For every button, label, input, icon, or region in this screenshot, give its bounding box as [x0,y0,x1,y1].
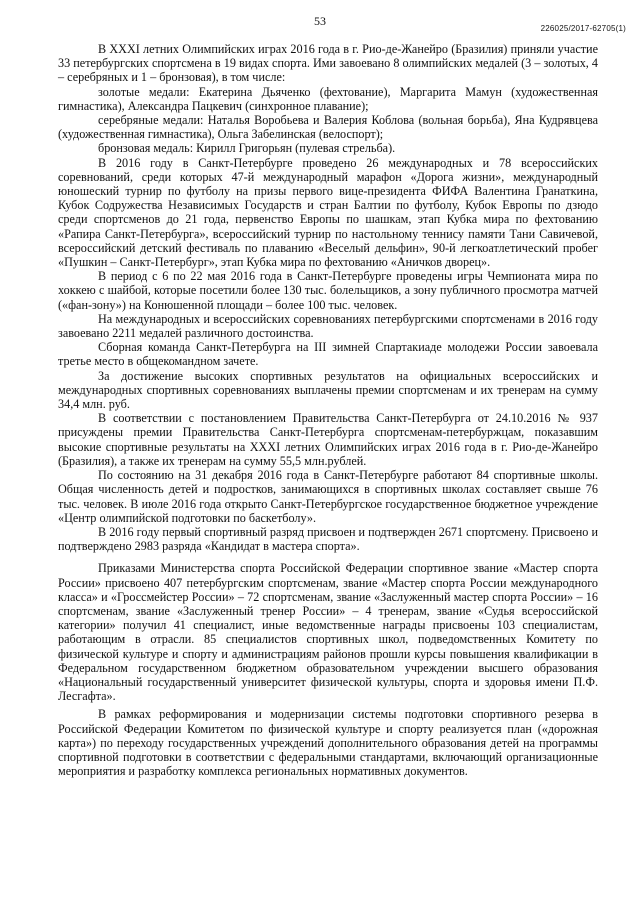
paragraph-medals-won: На международных и всероссийских соревнованиях петербургскими спортсменами в 2016 году завоевано 2211 медалей различного достоинства. [58,311,598,341]
paragraph-olympics-intro: В XXXI летних Олимпийских играх 2016 года в г. Рио-де-Жанейро (Бразилия) приняли участие 33 петербургских спортсмена в 19 видах спорта. Ими завоевано 8 олимпийских медалей (3 – золотых, 4 – серебряных и 1 – бронзовая), в том числе: [58,42,598,85]
paragraph-reform-plan: В рамках реформирования и модернизации системы подготовки спортивного резерва в Российской Федерации Комитетом по физической культуре и спорту реализуется план («дорожная карта») по переходу государственных учреждений дополнительного образования детей на программы спортивной подготовки в соответствии с федеральными стандартами, включающий организационные мероприятия и разработку комплекса региональных нормативных документов. [58,707,598,779]
page-number: 53 [314,14,326,28]
paragraph-titles-awarded: Приказами Министерства спорта Российской Федерации спортивное звание «Мастер спорта России» присвоено 407 петербургским спортсменам, звание «Мастер спорта России международного класса» и «Гроссмейстер России» – 72 спортсменам, звание «Заслуженный мастер спорта России» – 16 спортсменам, звание «Заслуженный тренер России» – 4 тренерам, звание «Судья всероссийской категории» получил 41 специалист, иные ведомственные награды присвоены 103 специалистам, работающим в отрасли. 85 специалистов спортивных школ, подведомственных Комитету по физической культуре и спорту и администрациям районов прошли курсы повышения квалификации в Федеральном государственном бюджетном образовательном учреждении высшего образования «Национальный государственный университет физической культуры, спорта и здоровья имени П.Ф. Лесгафта». [58,561,598,704]
paragraph-bronze-medal: бронзовая медаль: Кирилл Григорьян (пулевая стрельба). [98,141,396,156]
paragraph-gold-medals: золотые медали: Екатерина Дьяченко (фехтование), Маргарита Мамун (художественная гимнастика), Александра Пацкевич (синхронное плавание); [58,84,598,113]
paragraph-awards-payments: За достижение высоких спортивных результатов на официальных всероссийских и международных спортивных соревнованиях выплачены премии спортсменам и их тренерам на сумму 34,4 млн. руб. [58,368,598,412]
paragraph-silver-medals: серебряные медали: Наталья Воробьева и Валерия Коблова (вольная борьба), Яна Кудрявцева (художественная гимнастика), Ольга Забелинская (велоспорт); [58,113,598,142]
document-id: 226025/2017-62705(1) [540,24,626,33]
paragraph-sport-ranks: В 2016 году первый спортивный разряд присвоен и подтвержден 2671 спортсмену. Присвоено и подтверждено 2983 разряда «Кандидат в мастера спорта». [58,524,598,554]
paragraph-spartakiad: Сборная команда Санкт-Петербурга на III зимней Спартакиаде молодежи России завоевала третье место в общекомандном зачете. [58,340,598,369]
paragraph-government-prizes: В соответствии с постановлением Правительства Санкт-Петербурга от 24.10.2016 № 937 присуждены премии Правительства Санкт-Петербурга спортсменам-петербуржцам, показавшим высокие спортивные результаты на XXXI летних Олимпийских играх 2016 года в г. Рио-де-Жанейро (Бразилия), а также их тренерам на сумму 55,5 млн.рублей. [58,411,598,468]
paragraph-hockey-championship: В период с 6 по 22 мая 2016 года в Санкт-Петербурге проведены игры Чемпионата мира по хоккею с шайбой, которые посетили более 130 тыс. болельщиков, а зону публичного просмотра матчей («фан-зону») на Конюшенной площади – более 100 тыс. человек. [58,269,598,312]
document-body [58,42,598,778]
paragraph-sports-schools: По состоянию на 31 декабря 2016 года в Санкт-Петербурге работают 84 спортивные школы. Общая численность детей и подростков, занимающихся в спортивных школах составляет свыше 76 тыс. человек. В июле 2016 года открыто Санкт-Петербургское государственное бюджетное учреждение «Центр олимпийской подготовки по баскетболу». [58,468,598,525]
paragraph-competitions-2016: В 2016 году в Санкт-Петербурге проведено 26 международных и 78 всероссийских соревнований, среди которых 47-й международный марафон «Дорога жизни», международный юношеский турнир по футболу на призы первого вице-президента ФИФА Валентина Гранаткина, Кубок Содружества Независимых Государств и стран Балтии по футболу, Кубок Европы по дзюдо среди спортсменов до 21 года, первенство Европы по шашкам, этап Кубка мира по фехтованию «Рапира Санкт-Петербурга», всероссийский турнир по настольному теннису памяти Тани Савичевой, всероссийский детский фестиваль по плаванию «Веселый дельфин», 90-й легкоатлетический пробег «Пушкин – Санкт-Петербург», этап Кубка мира по фехтованию «Аничков дворец». [58,155,598,270]
